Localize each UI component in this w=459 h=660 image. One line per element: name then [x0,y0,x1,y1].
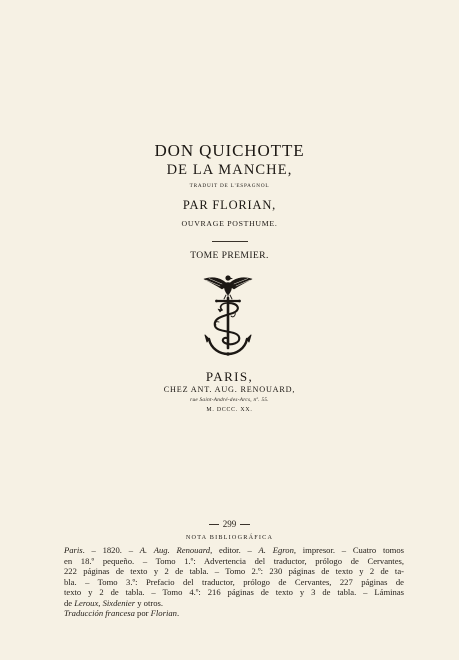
note-text-run: bla. – Tomo 3.º: Prefacio del traductor, prólogo de Cervantes, 227 páginas de [64,576,404,587]
translation-note: TRADUIT DE L'ESPAGNOL [189,183,270,189]
note-text-run: 222 páginas de texto y 2 de tabla. – Tomo 2.º: 230 páginas de texto y 2 de ta- [64,566,404,576]
page-number-dash-left [209,524,219,525]
note-text-run: por [134,608,151,618]
note-text-run: , editor. – [210,545,259,555]
note-line [64,545,404,556]
note-text-run: texto y 2 de tabla. – Tomo 4.º: 216 páginas de texto y 3 de tabla. – Láminas [64,587,404,597]
imprint-date: M. DCCC. XX. [206,407,253,413]
note-text-run: A. Aug. Renouard [139,545,211,555]
divider-rule [212,241,248,242]
note-line [64,598,404,609]
imprint-city: PARIS, [205,369,254,384]
note-text-run: Leroux [74,597,99,608]
imprint-publisher: CHEZ ANT. AUG. RENOUARD, [163,385,296,394]
page-number [0,519,459,529]
note-text-run: y otros. [135,597,163,608]
note-text-run: . [176,608,180,618]
note-line [64,587,404,598]
title-line-2: DE LA MANCHE, [166,162,293,178]
volume-line: TOME PREMIER. [190,250,269,261]
title-line-1: DON QUICHOTTE [154,141,305,160]
imprint-address: rue Saint-André-des-Arcs, nº. 55. [190,397,269,403]
note-text-run: . – 1820. – [82,545,140,555]
author-line: PAR FLORIAN, [182,198,277,212]
note-line [64,608,404,619]
page-number-dash-right [240,524,250,525]
note-text-run: de [64,597,75,608]
note-text-run: en 18.º pequeño. – Tomo 1.º: Advertencia del traductor, prólogo de Cervantes, [64,555,404,566]
note-line [64,566,404,577]
note-line [64,556,404,567]
note-text-run: , impresor. – Cuatro tomos [293,545,404,555]
note-text-run: Paris [64,545,83,555]
work-type-line: OUVRAGE POSTHUME. [181,219,278,228]
bibliographic-note-body [64,545,404,619]
note-text-run: A. Egron [258,545,294,555]
note-text-run: Florian [150,608,177,618]
bibliographic-note-heading: NOTA BIBLIOGRÁFICA [185,534,274,541]
note-text-run: Sixdenier [102,597,136,608]
anchor-dolphin-eagle-printer-mark-icon [195,272,261,356]
note-line [64,577,404,588]
note-text-run: Traducción francesa [64,608,135,618]
note-text-run: , [98,597,103,608]
page-number-value: 299 [222,519,237,529]
